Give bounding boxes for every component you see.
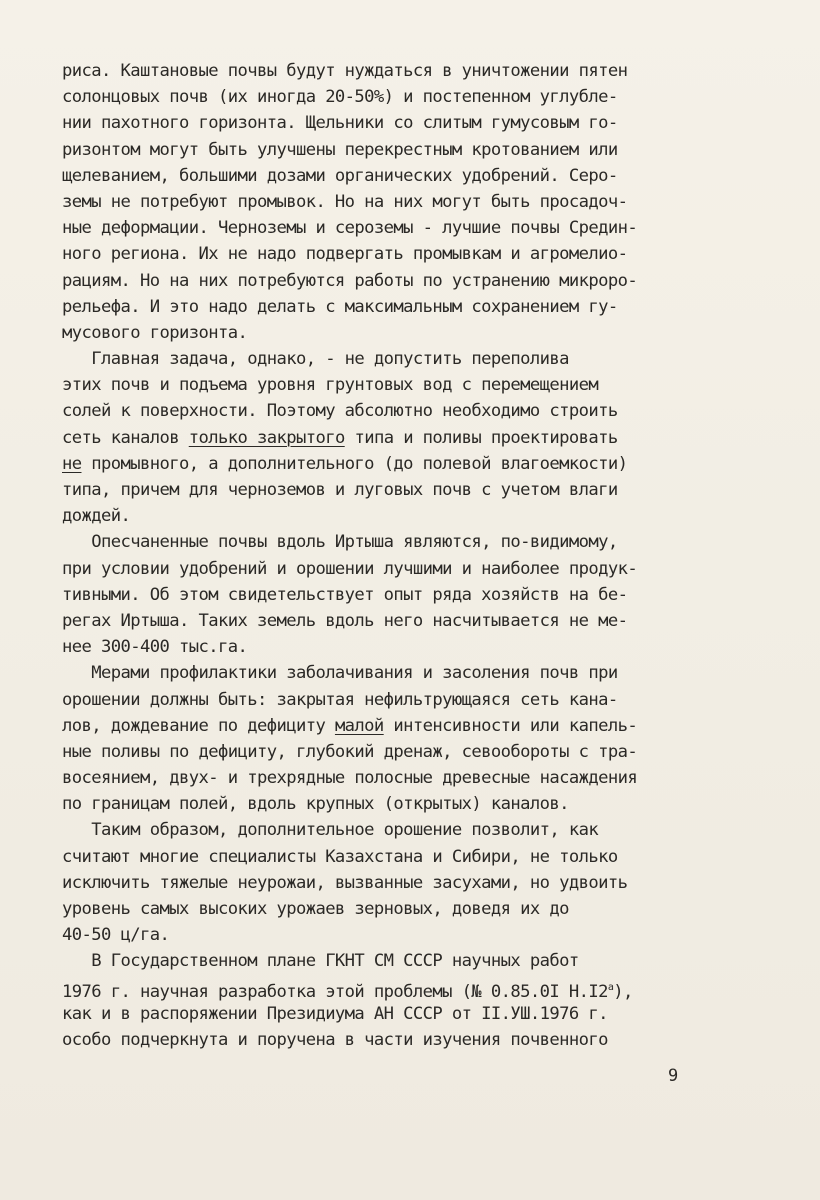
text-line: щелеванием, большими дозами органических удобрений. Серо- [62, 165, 618, 186]
text-line: орошении должны быть: закрытая нефильтрующаяся сеть кана- [62, 689, 618, 710]
text-line: рациям. Но на них потребуются работы по устранению микроро- [62, 270, 638, 291]
text-line: мусового горизонта. [62, 322, 248, 343]
text-line: нии пахотного горизонта. Щельники со слитым гумусовым го- [62, 113, 618, 134]
text-fragment: интенсивности или капель- [383, 715, 638, 736]
page-number: 9 [668, 1066, 679, 1086]
text-line: ные деформации. Черноземы и сероземы - лучшие почвы Средин- [62, 218, 638, 239]
text-line: ризонтом могут быть улучшены перекрестным кротованием или [62, 139, 618, 160]
text-line [62, 451, 702, 477]
text-line: земы не потребуют промывок. Но на них могут быть просадоч- [62, 191, 628, 212]
text-line [62, 425, 702, 451]
text-fragment: лов, дождевание по дефициту [62, 715, 335, 736]
text-line: нее 300-400 тыс.га. [62, 637, 248, 658]
text-line: восеянием, двух- и трехрядные полосные древесные насаждения [62, 768, 638, 789]
text-line: 40-50 ц/га. [62, 925, 170, 946]
text-line: Таким образом, дополнительное орошение позволит, как [62, 820, 599, 841]
underlined-phrase: только закрытого [188, 427, 345, 448]
text-line: рельефа. И это надо делать с максимальным сохранением гу- [62, 296, 618, 317]
text-line [62, 713, 702, 739]
text-line: этих почв и подъема уровня грунтовых вод с перемещением [62, 375, 599, 396]
text-line: дождей. [62, 506, 131, 527]
text-line: исключить тяжелые неурожаи, вызванные засухами, но удвоить [62, 872, 628, 893]
text-line: ного региона. Их не надо подвергать промывкам и агромелио- [62, 244, 628, 265]
text-line: Опесчаненные почвы вдоль Иртыша являются, по-видимому, [62, 532, 618, 553]
text-line: солонцовых почв (их иногда 20-50%) и постепенном углубле- [62, 87, 618, 108]
text-line: тивными. Об этом свидетельствует опыт ряда хозяйств на бе- [62, 584, 628, 605]
text-line: особо подчеркнута и поручена в части изучения почвенного [62, 1029, 608, 1050]
text-line: типа, причем для черноземов и луговых почв с учетом влаги [62, 480, 618, 500]
text-line: регах Иртыша. Таких земель вдоль него насчитывается не ме- [62, 610, 628, 631]
text-fragment: типа и поливы проектировать [344, 427, 618, 448]
text-fragment: промывного, а дополнительного (до полевой влагоемкости) [81, 453, 628, 474]
text-line: при условии удобрений и орошении лучшими и наиболее продук- [62, 558, 638, 579]
text-line: считают многие специалисты Казахстана и Сибири, не только [62, 846, 618, 867]
text-line: В Государственном плане ГКНТ СМ СССР научных работ [62, 951, 579, 972]
text-fragment: 1976 г. научная разработка этой проблемы (№ 0.85.0I Н.I2 [62, 981, 608, 1002]
text-line: по границам полей, вдоль крупных (открытых) каналов. [62, 794, 569, 815]
text-line: ные поливы по дефициту, глубокий дренаж, севообороты с тра- [62, 741, 638, 762]
underlined-phrase: не [62, 453, 82, 474]
text-line: как и в распоряжении Президиума АН СССР от II.УШ.1976 г. [62, 1003, 608, 1024]
text-line: солей к поверхности. Поэтому абсолютно необходимо строить [62, 401, 618, 422]
text-line: Главная задача, однако, - не допустить переполива [62, 349, 569, 370]
superscript: а [607, 981, 614, 993]
body-text [62, 58, 702, 1053]
text-line: риса. Каштановые почвы будут нуждаться в уничтожении пятен [62, 61, 628, 81]
text-line [62, 975, 702, 1001]
text-fragment: сеть каналов [62, 427, 189, 448]
underlined-phrase: малой [334, 715, 384, 736]
text-line: уровень самых высоких урожаев зерновых, доведя их до [62, 899, 569, 919]
text-line: Мерами профилактики заболачивания и засоления почв при [62, 663, 618, 684]
text-fragment: ), [613, 981, 633, 1002]
